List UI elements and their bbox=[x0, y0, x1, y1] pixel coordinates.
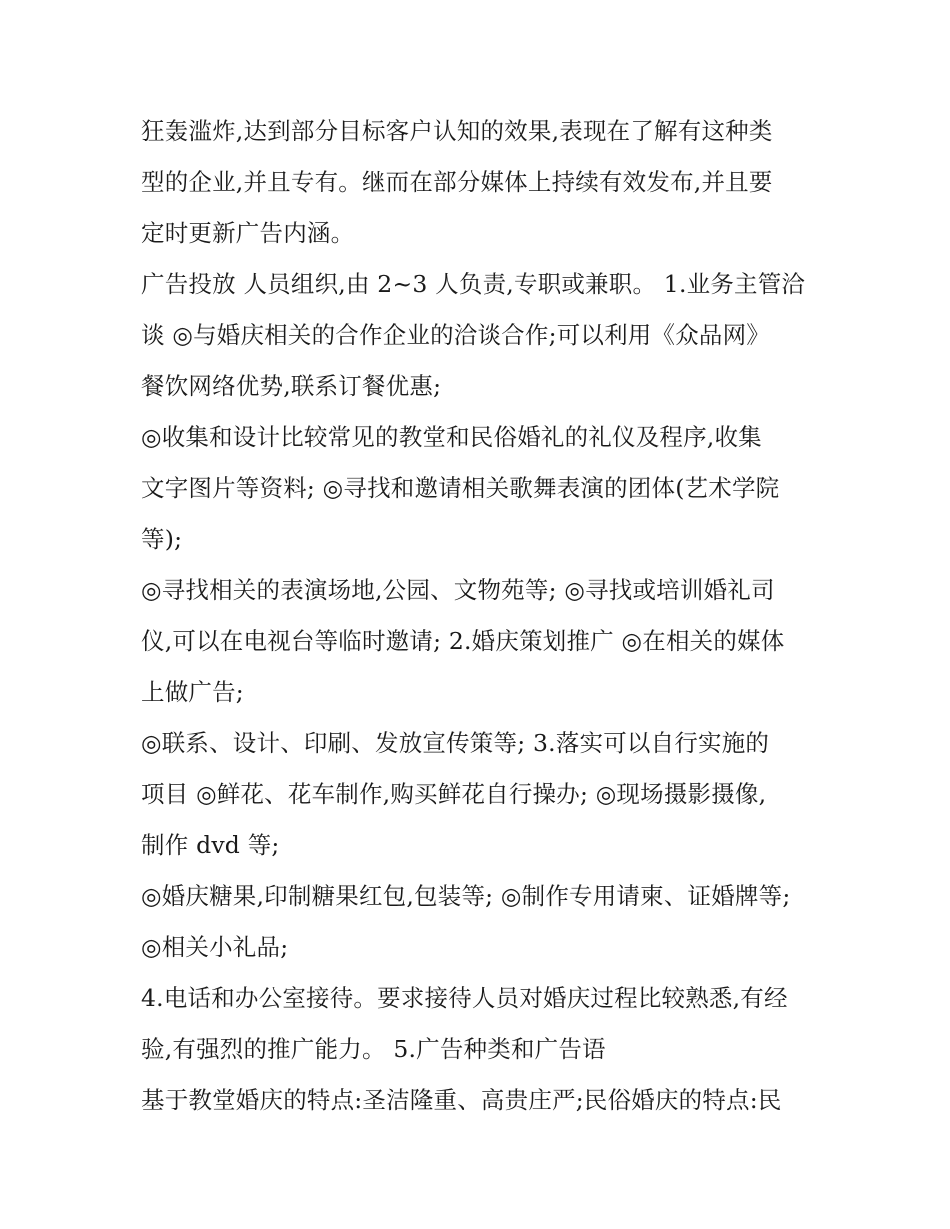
text-line: 验,有强烈的推广能力。 5.广告种类和广告语 bbox=[141, 1035, 606, 1063]
text-line: ◎寻找相关的表演场地,公园、文物苑等; ◎寻找或培训婚礼司 bbox=[141, 576, 775, 604]
text-line: 制作 dvd 等; bbox=[141, 831, 280, 859]
text-line: 等); bbox=[141, 525, 183, 553]
text-line: ◎收集和设计比较常见的教堂和民俗婚礼的礼仪及程序,收集 bbox=[141, 423, 762, 451]
text-line: 仪,可以在电视台等临时邀请; 2.婚庆策划推广 ◎在相关的媒体 bbox=[141, 627, 785, 655]
text-line: 广告投放 人员组织,由 2~3 人负责,专职或兼职。 1.业务主管洽 bbox=[141, 270, 806, 298]
text-line: ◎联系、设计、印刷、发放宣传策等; 3.落实可以自行实施的 bbox=[141, 729, 770, 757]
text-line: 谈 ◎与婚庆相关的合作企业的洽谈合作;可以利用《众品网》 bbox=[141, 321, 770, 349]
text-line: 基于教堂婚庆的特点:圣洁隆重、高贵庄严;民俗婚庆的特点:民 bbox=[141, 1086, 782, 1114]
text-line: 4.电话和办公室接待。要求接待人员对婚庆过程比较熟悉,有经 bbox=[141, 984, 788, 1012]
text-line: 餐饮网络优势,联系订餐优惠; bbox=[141, 372, 442, 400]
text-line: 上做广告; bbox=[141, 678, 244, 706]
text-line: 定时更新广告内涵。 bbox=[141, 219, 355, 247]
text-line: 狂轰滥炸,达到部分目标客户认知的效果,表现在了解有这种类 bbox=[141, 117, 773, 145]
text-line: 文字图片等资料; ◎寻找和邀请相关歌舞表演的团体(艺术学院 bbox=[141, 474, 780, 502]
text-line: 项目 ◎鲜花、花车制作,购买鲜花自行操办; ◎现场摄影摄像, bbox=[141, 780, 767, 808]
text-line: ◎婚庆糖果,印制糖果红包,包装等; ◎制作专用请柬、证婚牌等; bbox=[141, 882, 791, 910]
text-line: 型的企业,并且专有。继而在部分媒体上持续有效发布,并且要 bbox=[141, 168, 773, 196]
text-line: ◎相关小礼品; bbox=[141, 933, 289, 961]
